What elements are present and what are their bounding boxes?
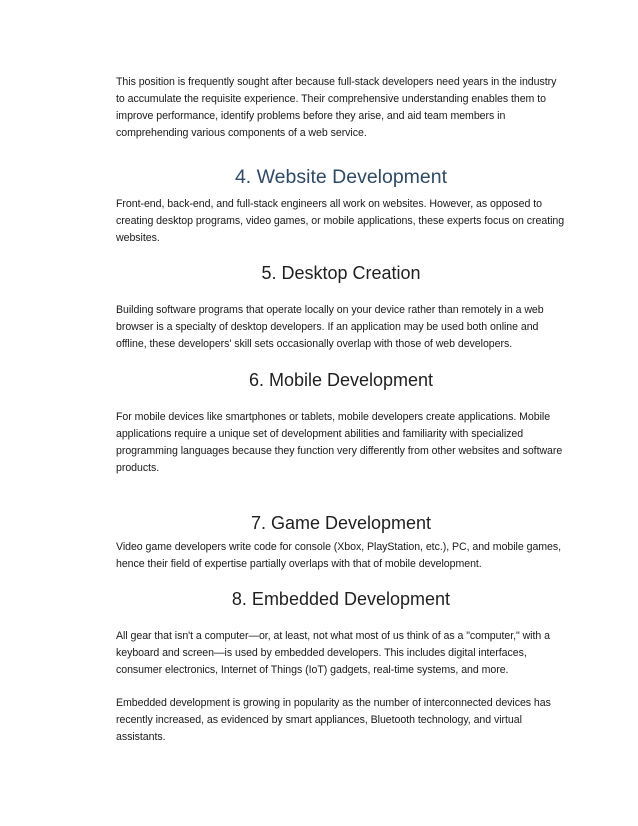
heading-website-development: 4. Website Development: [234, 166, 448, 188]
heading-desktop-creation: 5. Desktop Creation: [261, 263, 421, 283]
intro-paragraph: This position is frequently sought after because full-stack developers need years in the industry to accumulate the requisite experience. Their comprehensive understanding enables them to improve performance, identify problems before they arise, and aid team members in comprehending various components of a web service.: [116, 76, 557, 139]
paragraph-embedded-development-2: Embedded development is growing in popularity as the number of interconnected devices has recently increased, as evidenced by smart appliances, Bluetooth technology, and virtual assistants.: [116, 697, 551, 743]
paragraph-mobile-development: For mobile devices like smartphones or tablets, mobile developers create applications. Mobile applications require a unique set of development abilities and familiarity with specialized programming languages because they function very differently from other websites and software products.: [116, 411, 563, 474]
paragraph-game-development: Video game developers write code for console (Xbox, PlayStation, etc.), PC, and mobile games, hence their field of expertise partially overlaps with that of mobile development.: [116, 541, 562, 570]
heading-embedded-development: 8. Embedded Development: [231, 589, 451, 609]
paragraph-desktop-creation: Building software programs that operate locally on your device rather than remotely in a web browser is a specialty of desktop developers. If an application may be used both online and offline, these developers' skill sets occasionally overlap with those of web developers.: [116, 304, 544, 350]
paragraph-embedded-development-1: All gear that isn't a computer—or, at least, not what most of us think of as a "computer," with a keyboard and screen—is used by embedded developers. This includes digital interfaces, consumer electronics, Internet of Things (IoT) gadgets, real-time systems, and more.: [116, 630, 550, 676]
heading-mobile-development: 6. Mobile Development: [248, 370, 434, 390]
paragraph-website-development: Front-end, back-end, and full-stack engineers all work on websites. However, as opposed to creating desktop programs, video games, or mobile applications, these experts focus on creating websites.: [116, 198, 565, 244]
heading-game-development: 7. Game Development: [250, 513, 432, 533]
